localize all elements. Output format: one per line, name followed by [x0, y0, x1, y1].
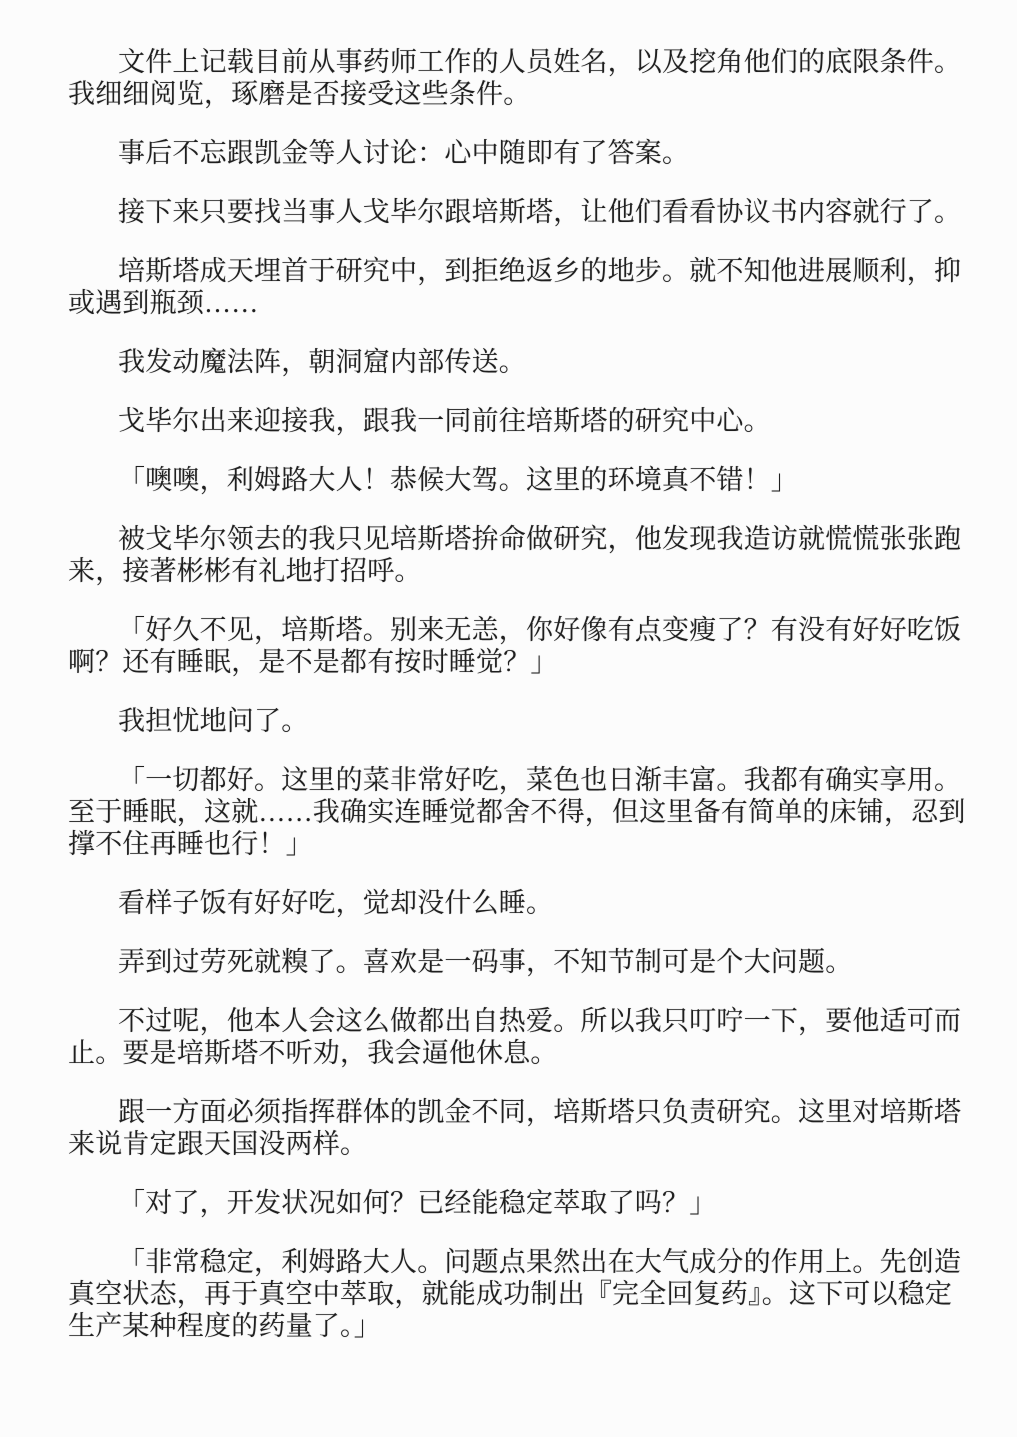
text-line: 「一切都好。这里的菜非常好吃，菜色也日渐丰富。我都有确实享用。 [118, 765, 962, 795]
text-line: 事后不忘跟凯金等人讨论：心中随即有了答案。 [118, 138, 690, 168]
text-line: 啊？还有睡眠，是不是都有按时睡觉？」 [68, 647, 558, 677]
paragraph [68, 255, 1009, 319]
paragraph [68, 1096, 1009, 1160]
paragraph [68, 705, 1009, 737]
paragraph [68, 614, 1009, 678]
paragraph [68, 346, 1009, 378]
paragraph [68, 1187, 1009, 1219]
text-line: 生产某种程度的药量了。」 [68, 1311, 381, 1341]
text-line: 来，接著彬彬有礼地打招呼。 [68, 556, 422, 586]
text-line: 不过呢，他本人会这么做都出自热爱。所以我只叮咛一下，要他适可而 [118, 1006, 962, 1036]
text-line: 止。要是培斯塔不听劝，我会逼他休息。 [68, 1038, 558, 1068]
text-line: 我担忧地问了。 [118, 706, 309, 736]
text-line: 弄到过劳死就糗了。喜欢是一码事，不知节制可是个大问题。 [118, 947, 853, 977]
paragraph [68, 523, 1009, 587]
paragraph [68, 405, 1009, 437]
text-line: 我细细阅览，琢磨是否接受这些条件。 [68, 79, 531, 109]
paragraph [68, 137, 1009, 169]
text-line: 被戈毕尔领去的我只见培斯塔拚命做研究，他发现我造访就慌慌张张跑 [118, 524, 962, 554]
text-line: 跟一方面必须指挥群体的凯金不同，培斯塔只负责研究。这里对培斯塔 [118, 1097, 962, 1127]
text-line: 看样子饭有好好吃，觉却没什么睡。 [118, 888, 554, 918]
text-line: 「好久不见，培斯塔。别来无恙，你好像有点变瘦了？有没有好好吃饭 [118, 615, 962, 645]
text-line: 戈毕尔出来迎接我，跟我一同前往培斯塔的研究中心。 [118, 406, 771, 436]
paragraph [68, 196, 1009, 228]
paragraph [68, 1005, 1009, 1069]
text-line: 「对了，开发状况如何？已经能稳定萃取了吗？」 [118, 1188, 717, 1218]
text-line: 「非常稳定，利姆路大人。问题点果然出在大气成分的作用上。先创造 [118, 1247, 962, 1277]
text-line: 撑不住再睡也行！」 [68, 829, 313, 859]
text-line: 培斯塔成天埋首于研究中，到拒绝返乡的地步。就不知他进展顺利，抑 [118, 256, 962, 286]
text-column [68, 46, 1009, 1342]
text-line: 来说肯定跟天国没两样。 [68, 1129, 368, 1159]
paragraph [68, 1246, 1009, 1342]
paragraph [68, 464, 1009, 496]
text-line: 「噢噢，利姆路大人！恭候大驾。这里的环境真不错！」 [118, 465, 798, 495]
text-line: 我发动魔法阵，朝洞窟内部传送。 [118, 347, 526, 377]
paragraph [68, 46, 1009, 110]
text-line: 或遇到瓶颈…… [68, 288, 259, 318]
text-line: 真空状态，再于真空中萃取，就能成功制出『完全回复药』。这下可以稳定 [68, 1279, 953, 1309]
paragraph [68, 946, 1009, 978]
paragraph [68, 764, 1009, 860]
text-line: 接下来只要找当事人戈毕尔跟培斯塔，让他们看看协议书内容就行了。 [118, 197, 962, 227]
text-line: 文件上记载目前从事药师工作的人员姓名，以及挖角他们的底限条件。 [118, 47, 962, 77]
text-line: 至于睡眠，这就……我确实连睡觉都舍不得，但这里备有简单的床铺，忍到 [68, 797, 966, 827]
paragraph [68, 887, 1009, 919]
